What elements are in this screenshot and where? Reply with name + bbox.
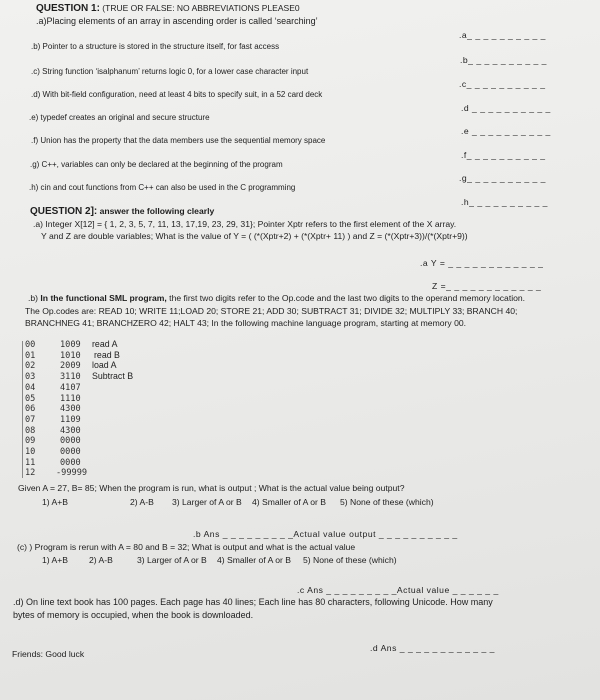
q1-answer-blank[interactable]: .d _ _ _ _ _ _ _ _ _ _ [461,103,551,113]
q1-answer-blank[interactable]: .h_ _ _ _ _ _ _ _ _ _ [461,197,548,207]
program-address: 08 [25,425,36,436]
program-address: 02 [25,361,36,372]
b-answer-line[interactable]: .b Ans _ _ _ _ _ _ _ _ _Actual value output _ _ _ _ _ _ _ _ _ _ [193,529,458,539]
program-instruction: 4300 [60,404,81,415]
q1-item: .b) Pointer to a structure is stored in the structure itself, for fast access [31,42,280,51]
q2a-line2: Y and Z are double variables; What is the value of Y = ( (*(Xptr+2) + (*(Xptr+ 11) ) and Z = (*(Xptr+3))/(*(Xptr+9)) [41,231,468,241]
q1-answer-blank[interactable]: .c_ _ _ _ _ _ _ _ _ _ [459,79,546,89]
option-item: 2) A-B [130,497,154,507]
program-comment: read A [92,339,118,349]
program-comment: Subtract B [92,371,134,382]
program-address: 05 [25,393,36,404]
option-item: 3) Larger of A or B [137,555,207,565]
given-line: Given A = 27, B= 85; When the program is run, what is output ; What is the actual value being output? [18,483,405,493]
program-instruction: 4300 [60,425,81,436]
program-address: 10 [25,447,36,457]
program-address: 01 [25,350,36,361]
option-item: 5) None of these (which) [303,555,397,565]
q1-item: .d) With bit-field configuration, need at least 4 bits to specify suit, in a 52 card deck [31,90,323,99]
option-item: 5) None of these (which) [340,497,434,507]
program-left-border [22,341,23,478]
q1-title-bold: QUESTION 1: [36,3,100,14]
program-instruction: 1110 [60,393,81,404]
program-comment: load A [92,360,117,371]
c-line: (c) ) Program is rerun with A = 80 and B = 32; What is output and what is the actual value [17,542,356,552]
program-address: 00 [25,340,36,350]
q2b-line3: BRANCHNEG 41; BRANCHZERO 42; HALT 43; In the following machine language program, starting at memory 00. [25,318,467,328]
d-answer-line[interactable]: .d Ans _ _ _ _ _ _ _ _ _ _ _ _ [370,643,495,653]
program-address: 04 [25,382,36,393]
q2a-z-answer[interactable]: Z =_ _ _ _ _ _ _ _ _ _ _ _ [432,281,542,291]
q1-item: .c) String function ‘isalphanum’ returns logic 0, for a lower case character input [31,67,309,76]
q2a-y-answer[interactable]: .a Y = _ _ _ _ _ _ _ _ _ _ _ _ [420,258,544,268]
q1-item: .h) cin and cout functions from C++ can also be used in the C programming [29,183,296,192]
q1-item: .f) Union has the property that the data members use the sequential memory space [31,136,326,145]
q1-title-rest: (TRUE OR FALSE: NO ABBREVIATIONS PLEASE0 [102,3,300,13]
question-1-title [36,3,300,14]
option-item: 3) Larger of A or B [172,497,242,507]
question-2-title [30,206,214,217]
d-line1: .d) On line text book has 100 pages. Each page has 40 lines; Each line has 80 characters, following Unicode. How many [13,597,493,607]
program-instruction: -99999 [56,468,88,479]
program-address: 06 [25,404,36,415]
program-instruction: 2009 [60,361,81,372]
program-instruction: 0000 [60,457,81,468]
q2b-line2: The Op.codes are: READ 10; WRITE 11;LOAD 20; STORE 21; ADD 30; SUBTRACT 31; DIVIDE 32; MULTIPLY 33; BRANCH 40; [25,306,518,316]
program-address: 07 [25,414,36,425]
program-address: 09 [25,436,36,447]
q2b-line1-rest: the first two digits refer to the Op.code and the last two digits to the operand memory location. [166,293,526,303]
q1-answer-blank[interactable]: .g_ _ _ _ _ _ _ _ _ _ [459,173,546,183]
program-address: 11 [25,457,36,468]
q1-answer-blank[interactable]: .a_ _ _ _ _ _ _ _ _ _ [459,30,546,40]
q2b-line1 [28,293,525,303]
q2-title-bold: QUESTION 2]: [30,206,98,217]
program-instruction: 1010 [60,350,81,361]
q1-item: .e) typedef creates an original and secure structure [29,113,210,122]
q1-answer-blank[interactable]: .f_ _ _ _ _ _ _ _ _ _ [461,150,546,160]
q1-answer-blank[interactable]: .b_ _ _ _ _ _ _ _ _ _ [460,55,547,65]
program-address: 12 [25,468,36,479]
q2a-line1: .a) Integer X[12] = { 1, 2, 3, 5, 7, 11, 13, 17,19, 23, 29, 31}; Pointer Xptr refers to the first element of the X array. [33,219,457,229]
q1-item: .a)Placing elements of an array in ascending order is called ‘searching’ [36,16,318,26]
program-instruction: 0000 [60,436,81,447]
program-instruction: 1009 [60,340,81,350]
program-instruction: 0000 [60,447,81,457]
option-item: 1) A+B [42,555,69,565]
program-comment: read B [94,349,120,360]
q1-answer-blank[interactable]: .e _ _ _ _ _ _ _ _ _ _ [461,126,551,136]
option-item: 1) A+B [42,497,69,507]
program-instruction: 4107 [60,382,81,393]
program-instruction: 1109 [60,414,81,425]
c-answer-line[interactable]: .c Ans _ _ _ _ _ _ _ _ _Actual value _ _ _ _ _ _ [297,585,499,595]
footer-good-luck: Friends: Good luck [12,649,85,659]
q2b-bold: In the functional SML program, [40,293,167,303]
option-item: 2) A-B [89,555,113,565]
program-address: 03 [25,372,36,383]
d-line2: bytes of memory is occupied, when the book is downloaded. [13,610,254,620]
option-item: 4) Smaller of A or B [252,497,327,507]
q1-item: .g) C++, variables can only be declared at the beginning of the program [30,160,283,169]
option-item: 4) Smaller of A or B [217,555,292,565]
program-instruction: 3110 [60,372,81,383]
q2b-prefix: .b) [28,293,39,303]
q2-title-rest: answer the following clearly [99,206,215,216]
